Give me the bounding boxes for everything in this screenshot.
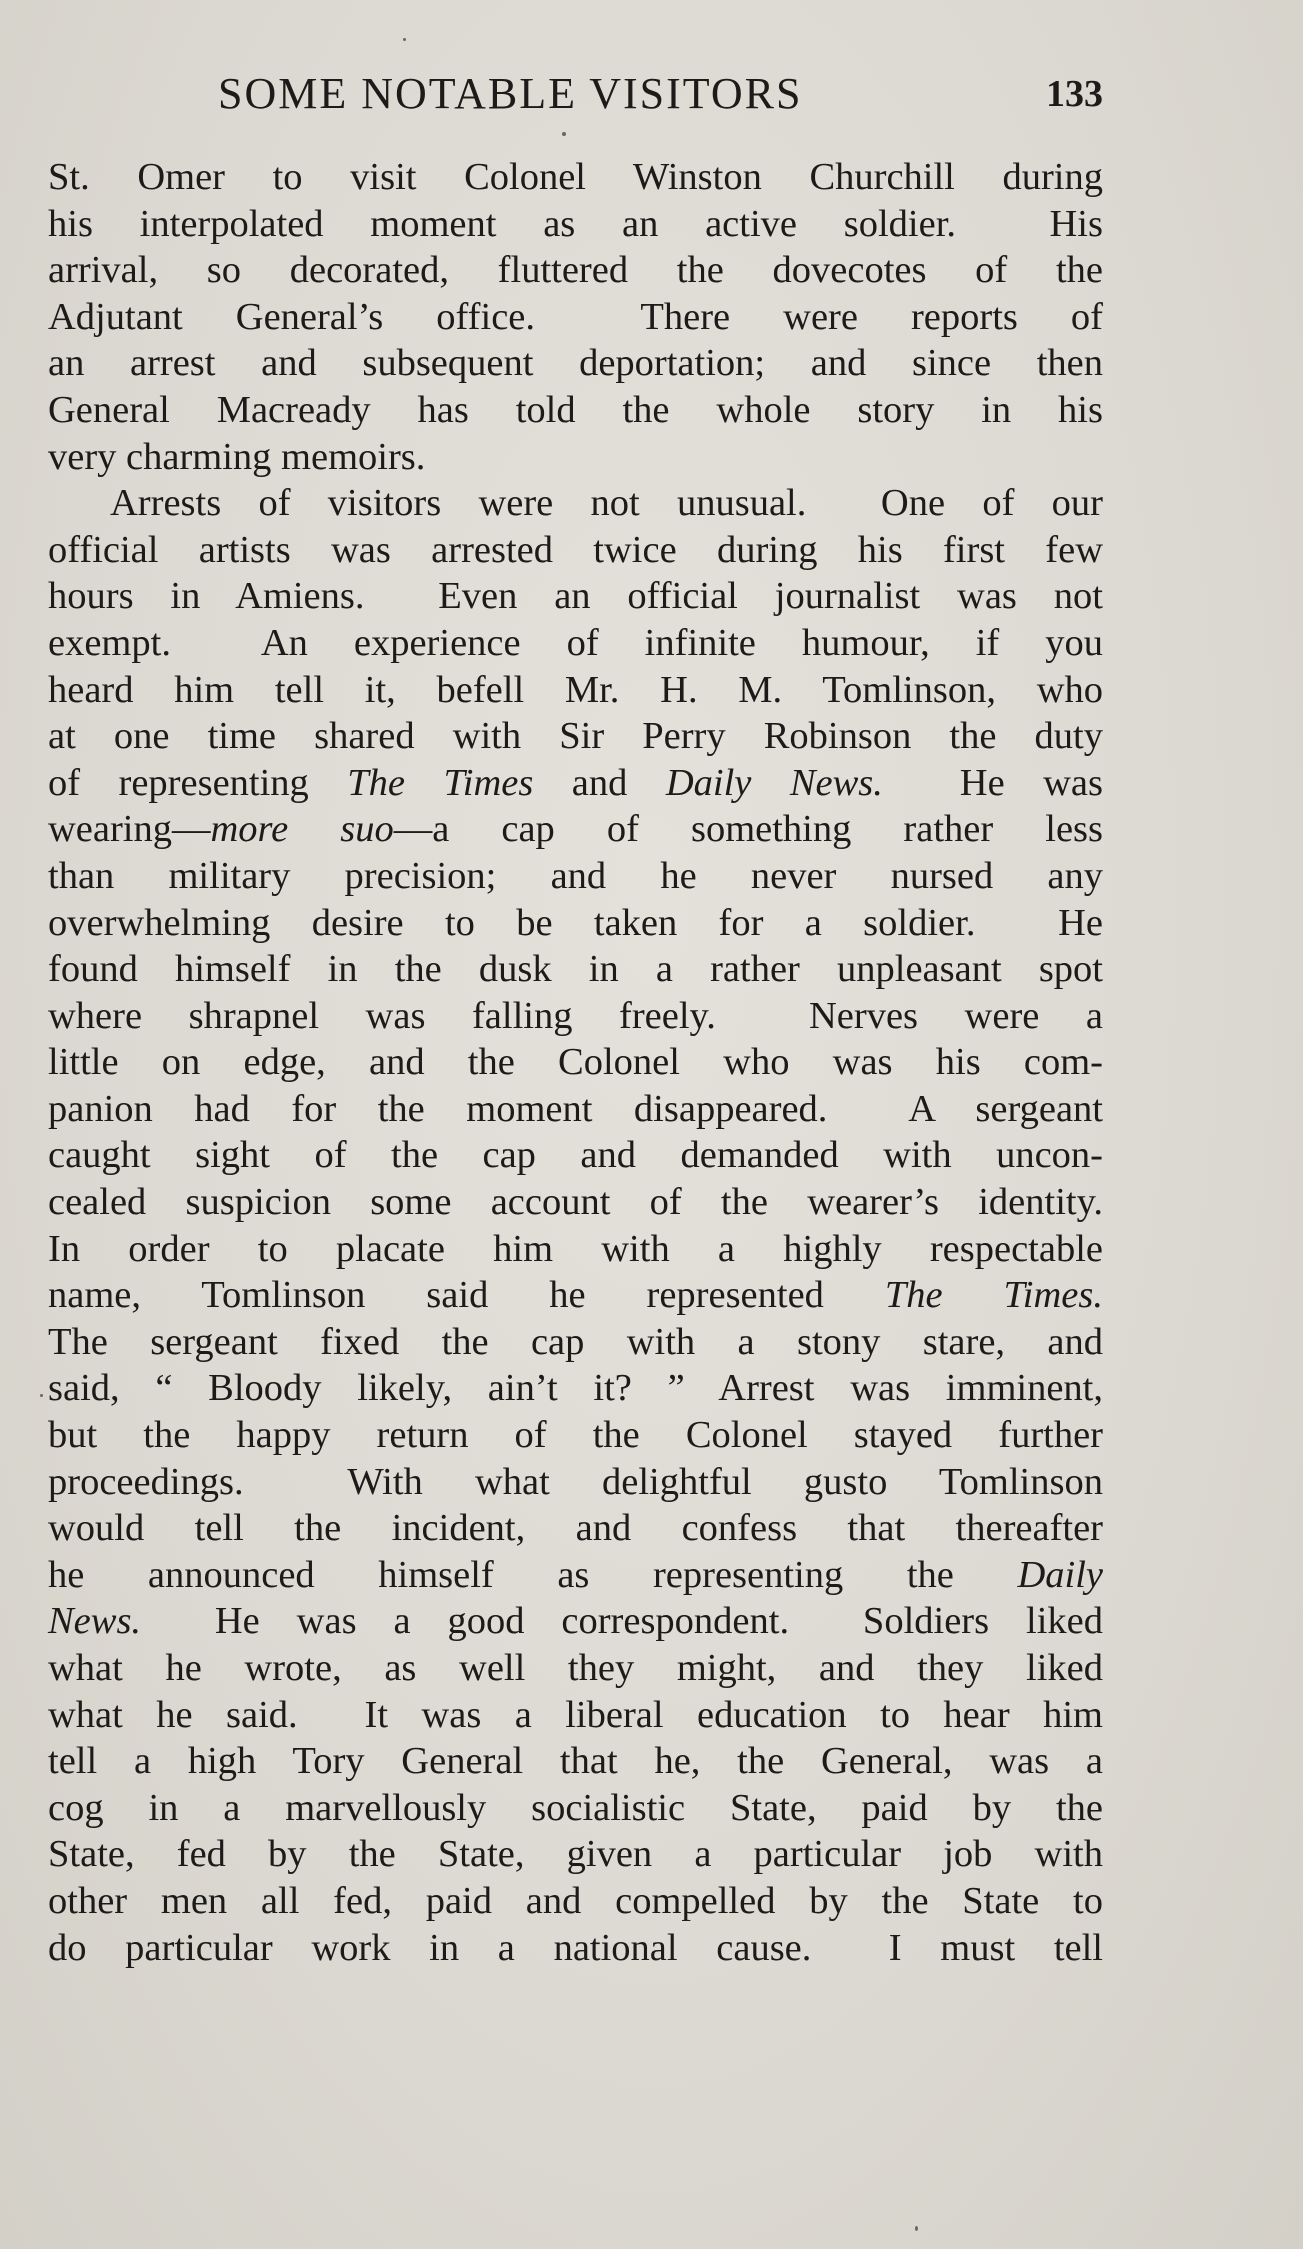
text-line: found himself in the dusk in a rather unpleasant spot (48, 948, 1103, 991)
text-line: at one time shared with Sir Perry Robinson the duty (48, 715, 1103, 758)
text-line: arrival, so decorated, fluttered the dovecotes of the (48, 249, 1103, 292)
text-line: General Macready has told the whole story in his (48, 388, 1103, 431)
text-line: tell a high Tory General that he, the General, was a (48, 1740, 1103, 1783)
text-line: News. He was a good correspondent. Soldiers liked (48, 1600, 1103, 1643)
text-line: an arrest and subsequent deportation; and since then (48, 342, 1103, 385)
text-line: heard him tell it, befell Mr. H. M. Tomlinson, who (48, 668, 1103, 711)
text-line: Arrests of visitors were not unusual. One of our (110, 482, 1103, 525)
text-line: his interpolated moment as an active soldier. His (48, 202, 1103, 245)
text-line: cealed suspicion some account of the wearer’s identity. (48, 1181, 1103, 1224)
text-line: State, fed by the State, given a particular job with (48, 1833, 1103, 1876)
paper-speck (915, 2226, 918, 2231)
paper-speck (562, 132, 566, 136)
text-line: very charming memoirs. (48, 435, 426, 478)
text-line: he announced himself as representing the Daily (48, 1553, 1103, 1596)
running-head-title: SOME NOTABLE VISITORS (218, 69, 803, 118)
text-line: official artists was arrested twice during his first few (48, 528, 1103, 571)
text-line: than military precision; and he never nursed any (48, 854, 1103, 897)
text-line: would tell the incident, and confess that thereafter (48, 1507, 1103, 1550)
text-line: The sergeant fixed the cap with a stony stare, and (48, 1320, 1103, 1363)
text-line: wearing—more suo—a cap of something rather less (48, 808, 1103, 851)
text-line: caught sight of the cap and demanded with uncon- (48, 1134, 1103, 1177)
text-line: do particular work in a national cause. I must tell (48, 1926, 1103, 1969)
body-text (48, 154, 1103, 1971)
text-line: In order to placate him with a highly respectable (48, 1227, 1103, 1270)
text-line: proceedings. With what delightful gusto Tomlinson (48, 1460, 1103, 1503)
text-line: of representing The Times and Daily News. He was (48, 761, 1103, 804)
text-line: little on edge, and the Colonel who was his com- (48, 1041, 1103, 1084)
text-line: name, Tomlinson said he represented The Times. (48, 1274, 1103, 1317)
running-head (48, 68, 1103, 128)
text-line: other men all fed, paid and compelled by the State to (48, 1879, 1103, 1922)
text-line: overwhelming desire to be taken for a soldier. He (48, 901, 1103, 944)
text-line: Adjutant General’s office. There were reports of (48, 295, 1103, 338)
text-line: exempt. An experience of infinite humour, if you (48, 621, 1103, 664)
text-line: where shrapnel was falling freely. Nerves were a (48, 994, 1103, 1037)
text-line: hours in Amiens. Even an official journalist was not (48, 575, 1103, 618)
text-line: what he wrote, as well they might, and they liked (48, 1647, 1103, 1689)
page-number: 133 (1046, 73, 1103, 115)
text-line: cog in a marvellously socialistic State, paid by the (48, 1786, 1103, 1829)
text-line: St. Omer to visit Colonel Winston Churchill during (48, 156, 1103, 198)
paper-speck (403, 38, 406, 41)
text-line: what he said. It was a liberal education to hear him (48, 1693, 1103, 1736)
text-line: panion had for the moment disappeared. A sergeant (48, 1087, 1103, 1130)
text-line: but the happy return of the Colonel stayed further (48, 1414, 1103, 1457)
paper-speck (40, 1394, 43, 1397)
text-line: said, “ Bloody likely, ain’t it? ” Arrest was imminent, (48, 1367, 1103, 1410)
